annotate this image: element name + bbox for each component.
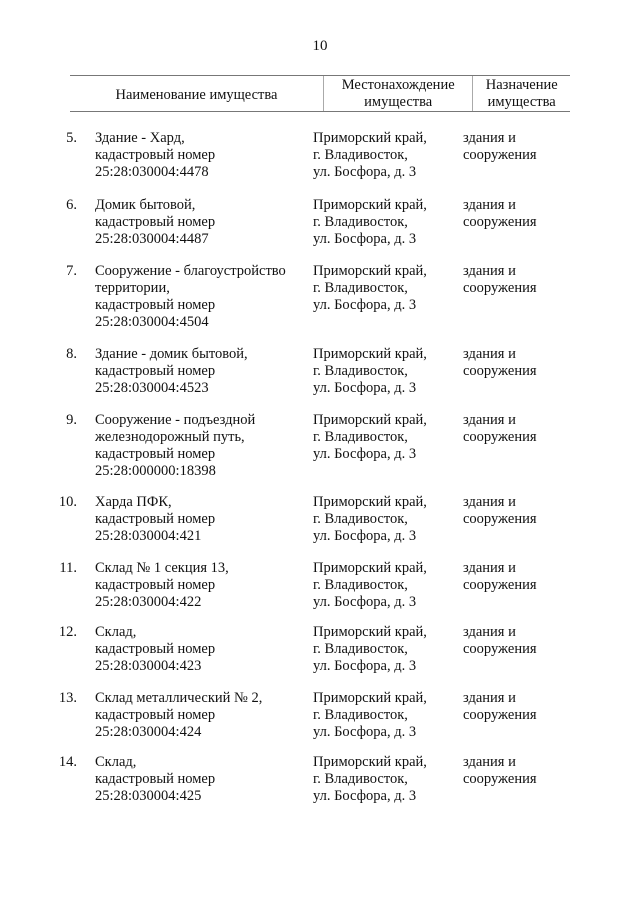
- property-name-line: Склад,: [95, 624, 137, 640]
- property-name-line: кадастровый номер: [95, 577, 216, 593]
- property-location: [313, 690, 463, 741]
- property-purpose-line: здания и: [463, 263, 516, 279]
- property-purpose: [463, 494, 563, 545]
- property-location: [313, 494, 463, 545]
- row-number: 8.: [66, 346, 77, 362]
- property-location-line: г. Владивосток,: [313, 363, 408, 379]
- property-purpose-line: здания и: [463, 560, 516, 576]
- property-name-line: Сооружение - благоустройство: [95, 263, 286, 279]
- property-location: [313, 130, 463, 181]
- property-name-line: территории,: [95, 280, 170, 296]
- header-purpose-line: Назначение: [485, 76, 558, 93]
- property-name-line: 25:28:030004:424: [95, 724, 202, 740]
- property-location-line: ул. Босфора, д. 3: [313, 231, 417, 247]
- row-number: 9.: [66, 412, 77, 428]
- property-location: [313, 263, 463, 331]
- property-name-line: кадастровый номер: [95, 147, 216, 163]
- property-name-line: кадастровый номер: [95, 446, 216, 462]
- property-location-line: г. Владивосток,: [313, 214, 408, 230]
- property-location-line: ул. Босфора, д. 3: [313, 594, 417, 610]
- property-purpose-line: сооружения: [463, 641, 537, 657]
- row-number: 7.: [66, 263, 77, 279]
- property-name: [95, 754, 313, 805]
- property-name-line: Харда ПФК,: [95, 494, 172, 510]
- property-name: [95, 412, 313, 480]
- property-name: [95, 624, 313, 675]
- property-purpose: [463, 412, 563, 480]
- row-number: 6.: [66, 197, 77, 213]
- property-location-line: г. Владивосток,: [313, 641, 408, 657]
- table-row: [0, 197, 563, 248]
- property-name-line: Сооружение - подъездной: [95, 412, 256, 428]
- property-location-line: ул. Босфора, д. 3: [313, 446, 417, 462]
- property-purpose-line: сооружения: [463, 147, 537, 163]
- page-number: 10: [312, 38, 328, 54]
- property-name-line: 25:28:030004:422: [95, 594, 202, 610]
- property-purpose-line: сооружения: [463, 577, 537, 593]
- property-purpose-line: сооружения: [463, 707, 537, 723]
- property-purpose: [463, 346, 563, 397]
- table-row: [0, 560, 563, 611]
- table-row: [0, 754, 563, 805]
- property-name-line: кадастровый номер: [95, 363, 216, 379]
- table-row: [0, 690, 563, 741]
- property-purpose-line: сооружения: [463, 214, 537, 230]
- property-purpose-line: сооружения: [463, 771, 537, 787]
- property-name-line: кадастровый номер: [95, 771, 216, 787]
- property-name-line: 25:28:030004:4478: [95, 164, 209, 180]
- property-location-line: ул. Босфора, д. 3: [313, 528, 417, 544]
- property-location-line: ул. Босфора, д. 3: [313, 788, 417, 804]
- property-name-line: 25:28:000000:18398: [95, 463, 216, 479]
- property-purpose: [463, 197, 563, 248]
- property-name-line: кадастровый номер: [95, 641, 216, 657]
- header-name-label: Наименование имущества: [115, 87, 278, 103]
- property-location-line: г. Владивосток,: [313, 577, 408, 593]
- row-number: 12.: [58, 624, 77, 640]
- property-name-line: 25:28:030004:425: [95, 788, 202, 804]
- property-purpose: [463, 690, 563, 741]
- header-location: [323, 76, 472, 111]
- property-location-line: Приморский край,: [313, 412, 427, 428]
- property-purpose-line: здания и: [463, 412, 516, 428]
- property-location-line: Приморский край,: [313, 754, 427, 770]
- property-name: [95, 494, 313, 545]
- property-name-line: кадастровый номер: [95, 511, 216, 527]
- property-location: [313, 754, 463, 805]
- property-name-line: Склад № 1 секция 13,: [95, 560, 229, 576]
- header-name: [70, 76, 323, 111]
- property-location-line: г. Владивосток,: [313, 511, 408, 527]
- property-location: [313, 412, 463, 480]
- property-purpose: [463, 130, 563, 181]
- property-purpose: [463, 560, 563, 611]
- property-name-line: Склад,: [95, 754, 137, 770]
- table-row: [0, 624, 563, 675]
- property-purpose-line: здания и: [463, 624, 516, 640]
- property-location-line: г. Владивосток,: [313, 771, 408, 787]
- property-name: [95, 690, 313, 741]
- property-name: [95, 263, 313, 331]
- property-name-line: кадастровый номер: [95, 297, 216, 313]
- property-name-line: 25:28:030004:423: [95, 658, 202, 674]
- property-location-line: г. Владивосток,: [313, 280, 408, 296]
- property-name-line: 25:28:030004:4487: [95, 231, 209, 247]
- property-location-line: Приморский край,: [313, 197, 427, 213]
- property-location-line: Приморский край,: [313, 346, 427, 362]
- property-location-line: Приморский край,: [313, 494, 427, 510]
- table-row: [0, 412, 563, 480]
- property-name-line: 25:28:030004:421: [95, 528, 202, 544]
- property-location-line: г. Владивосток,: [313, 147, 408, 163]
- property-purpose-line: здания и: [463, 690, 516, 706]
- property-purpose-line: здания и: [463, 754, 516, 770]
- property-purpose-line: здания и: [463, 130, 516, 146]
- property-name: [95, 560, 313, 611]
- row-number: 5.: [66, 130, 77, 146]
- property-name-line: железнодорожный путь,: [95, 429, 245, 445]
- table-row: [0, 263, 563, 331]
- property-location-line: ул. Босфора, д. 3: [313, 724, 417, 740]
- row-number: 14.: [58, 754, 77, 770]
- property-name-line: Домик бытовой,: [95, 197, 196, 213]
- property-location: [313, 346, 463, 397]
- property-name: [95, 130, 313, 181]
- property-purpose-line: здания и: [463, 346, 516, 362]
- property-location: [313, 197, 463, 248]
- header-location-line: Местонахождение: [341, 76, 455, 93]
- property-location-line: Приморский край,: [313, 624, 427, 640]
- property-purpose-line: сооружения: [463, 429, 537, 445]
- property-name-line: кадастровый номер: [95, 707, 216, 723]
- row-number: 13.: [58, 690, 77, 706]
- property-purpose-line: сооружения: [463, 363, 537, 379]
- property-location-line: Приморский край,: [313, 263, 427, 279]
- property-name: [95, 197, 313, 248]
- property-location-line: ул. Босфора, д. 3: [313, 164, 417, 180]
- table-header: [70, 75, 570, 112]
- property-location: [313, 560, 463, 611]
- property-location-line: Приморский край,: [313, 130, 427, 146]
- property-purpose-line: здания и: [463, 197, 516, 213]
- table-row: [0, 346, 563, 397]
- property-location-line: Приморский край,: [313, 560, 427, 576]
- property-location-line: ул. Босфора, д. 3: [313, 297, 417, 313]
- property-location: [313, 624, 463, 675]
- property-name: [95, 346, 313, 397]
- property-name-line: Склад металлический № 2,: [95, 690, 263, 706]
- row-number: 10.: [58, 494, 77, 510]
- property-name-line: Здание - домик бытовой,: [95, 346, 248, 362]
- header-purpose-line: имущества: [487, 93, 556, 110]
- property-purpose-line: сооружения: [463, 280, 537, 296]
- property-purpose-line: сооружения: [463, 511, 537, 527]
- property-purpose: [463, 754, 563, 805]
- row-number: 11.: [59, 560, 77, 576]
- property-name-line: кадастровый номер: [95, 214, 216, 230]
- property-location-line: ул. Босфора, д. 3: [313, 380, 417, 396]
- header-location-line: имущества: [364, 93, 433, 110]
- property-name-line: 25:28:030004:4523: [95, 380, 209, 396]
- property-purpose-line: здания и: [463, 494, 516, 510]
- property-purpose: [463, 624, 563, 675]
- property-name-line: Здание - Хард,: [95, 130, 185, 146]
- header-purpose: [472, 76, 570, 111]
- property-name-line: 25:28:030004:4504: [95, 314, 209, 330]
- property-location-line: г. Владивосток,: [313, 429, 408, 445]
- property-purpose: [463, 263, 563, 331]
- property-location-line: ул. Босфора, д. 3: [313, 658, 417, 674]
- property-location-line: Приморский край,: [313, 690, 427, 706]
- table-row: [0, 130, 563, 181]
- table-row: [0, 494, 563, 545]
- property-location-line: г. Владивосток,: [313, 707, 408, 723]
